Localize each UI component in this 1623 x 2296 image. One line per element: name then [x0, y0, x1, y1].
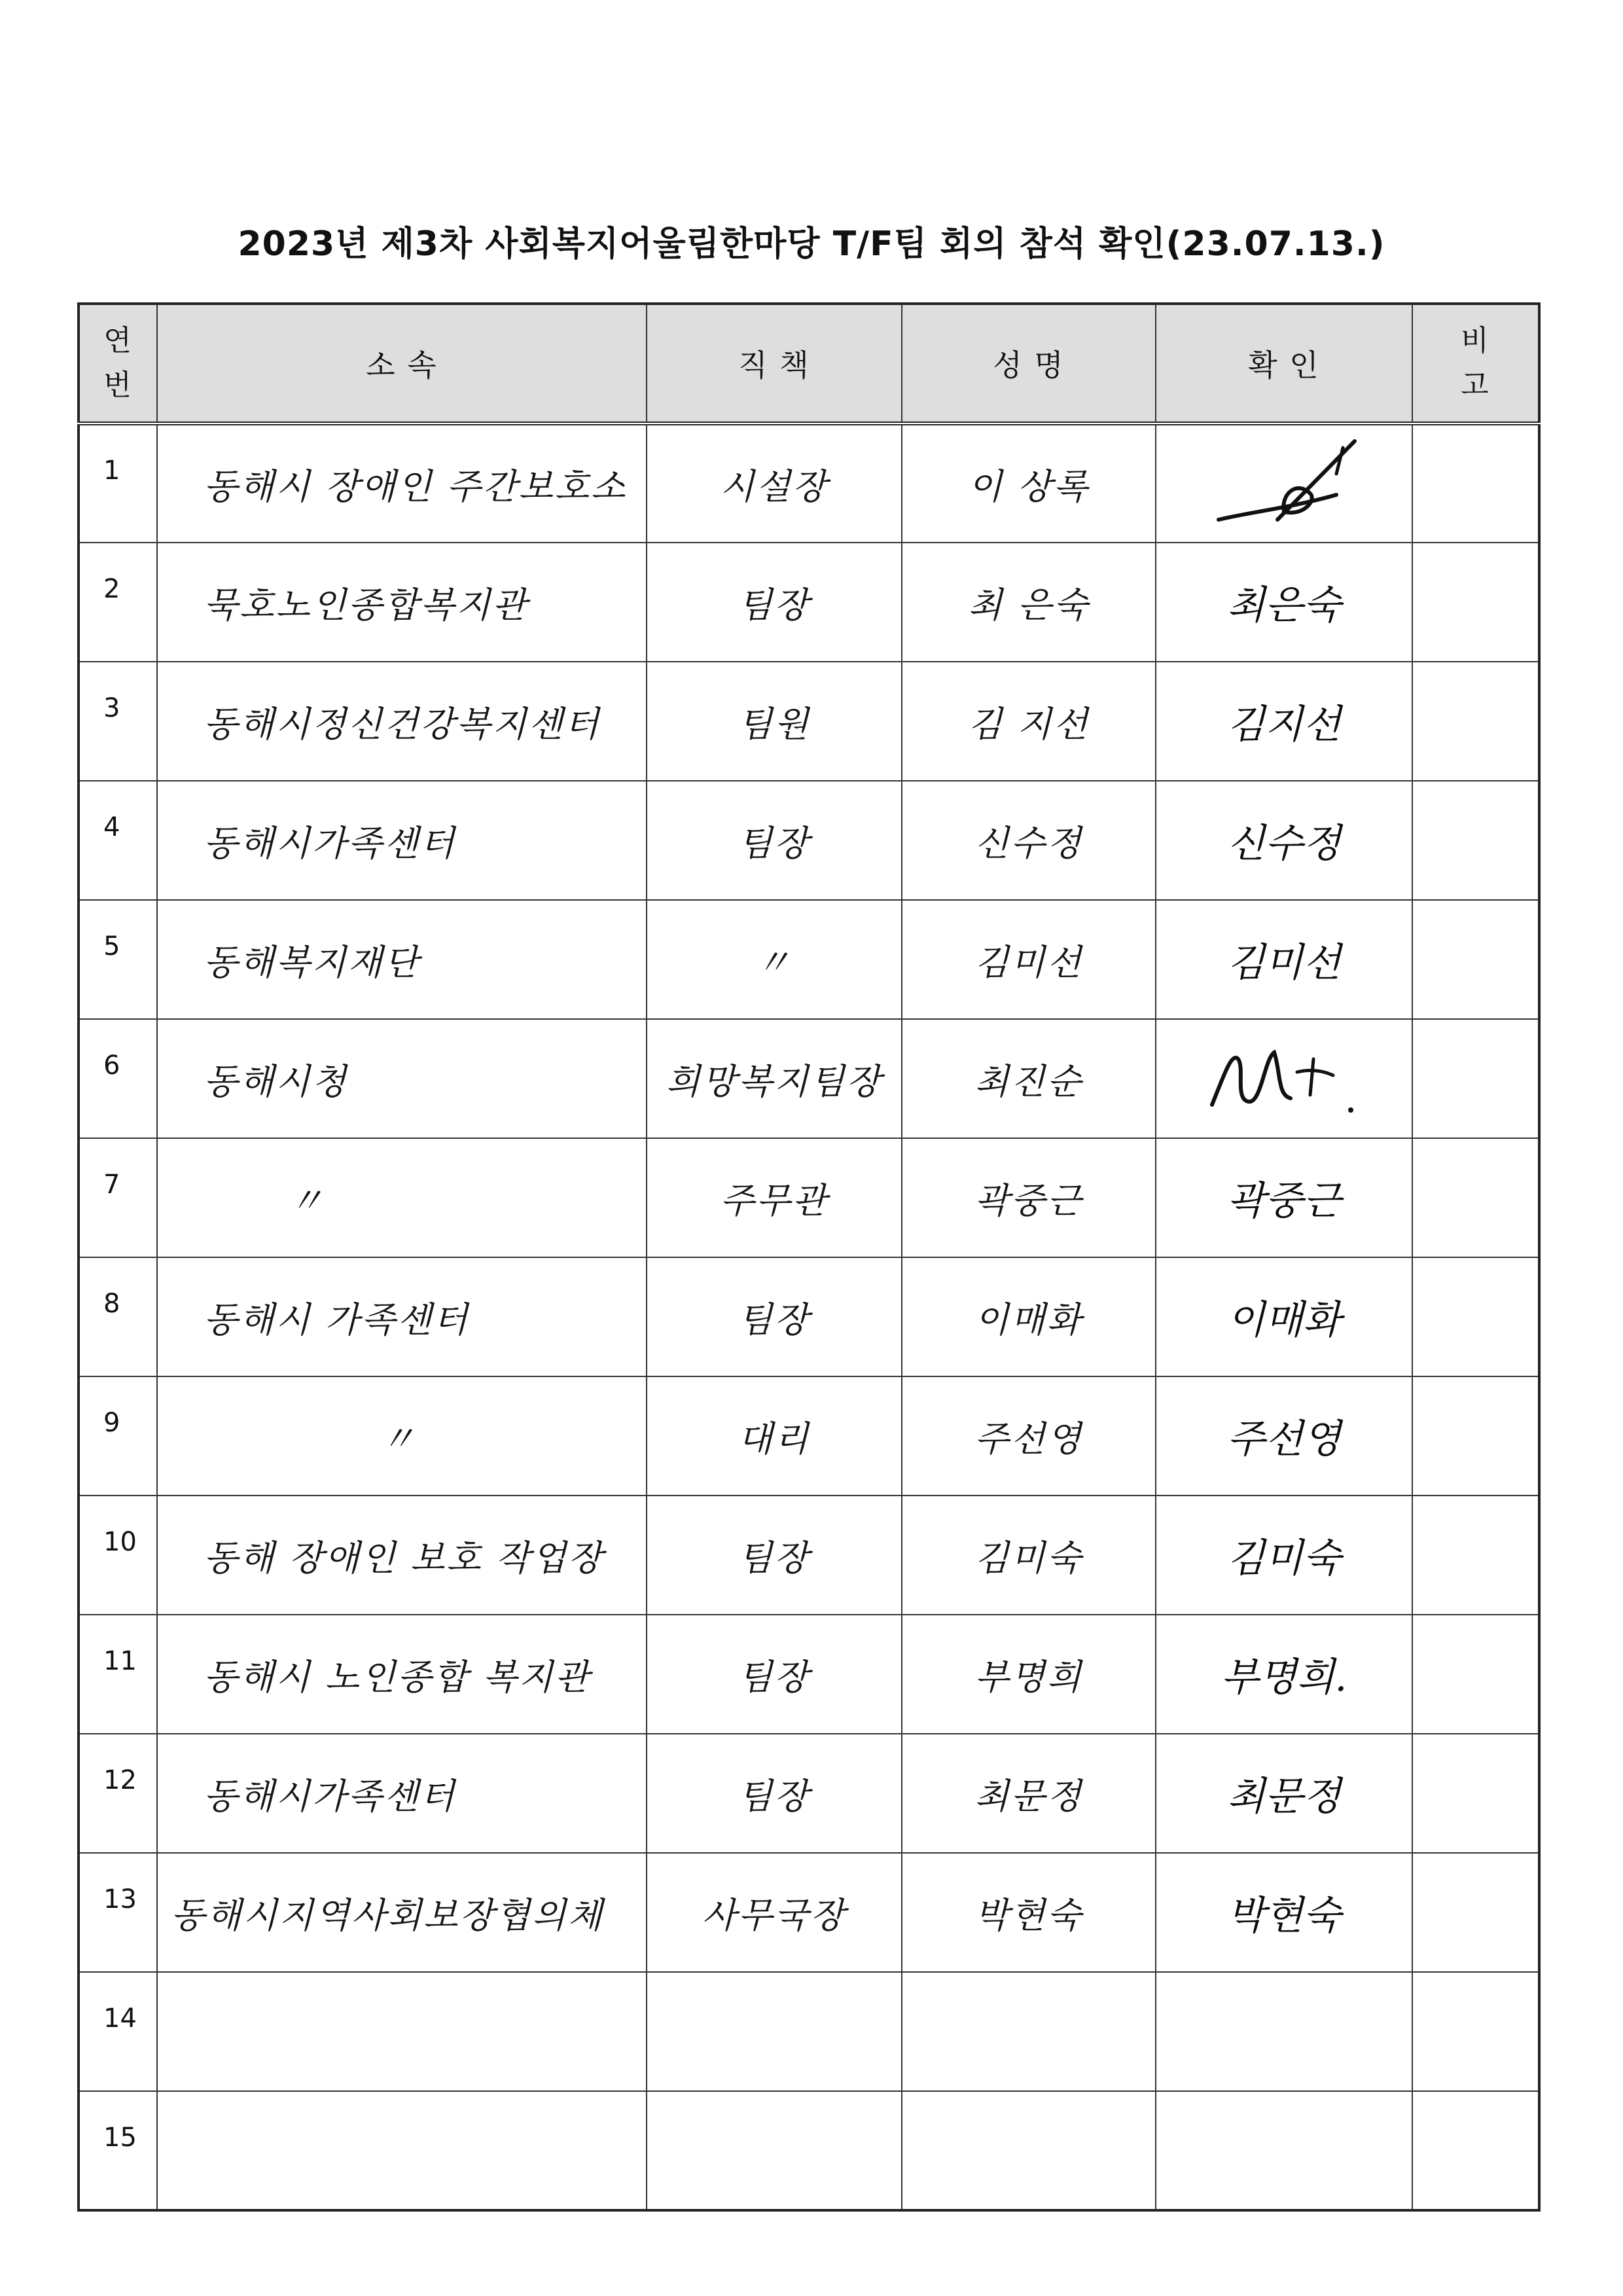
- row-number: 3: [79, 662, 157, 781]
- row-number: 14: [79, 1972, 157, 2091]
- affiliation-cell: 동해시 노인종합 복지관: [157, 1615, 647, 1734]
- position-cell: 팀장: [647, 1734, 902, 1853]
- row-number: 13: [79, 1853, 157, 1972]
- header-number-line2: 번: [103, 368, 133, 402]
- name-cell: 박현숙: [902, 1853, 1156, 1972]
- signature-cell: 박현숙: [1156, 1853, 1412, 1972]
- row-number: 15: [79, 2091, 157, 2210]
- signature-cell: 주선영: [1156, 1376, 1412, 1496]
- table-row: [79, 1734, 1539, 1853]
- name-cell: 이매화: [902, 1257, 1156, 1376]
- name-cell: 곽중근: [902, 1138, 1156, 1257]
- table-row: [79, 1376, 1539, 1496]
- affiliation-cell: 동해시청: [157, 1019, 647, 1138]
- signature-cell: 부명희.: [1156, 1615, 1412, 1734]
- header-number: [79, 304, 157, 423]
- affiliation-cell: 동해시가족센터: [157, 781, 647, 900]
- name-cell: 부명희: [902, 1615, 1156, 1734]
- row-number: 7: [79, 1138, 157, 1257]
- affiliation-cell: 동해시 장애인 주간보호소: [157, 423, 647, 543]
- table-row: [79, 2091, 1539, 2210]
- note-cell: [1412, 1496, 1539, 1615]
- table-row: [79, 662, 1539, 781]
- affiliation-cell: 묵호노인종합복지관: [157, 543, 647, 662]
- header-confirm: 확 인: [1156, 304, 1412, 423]
- name-cell: 최진순: [902, 1019, 1156, 1138]
- affiliation-cell: 〃: [157, 1138, 647, 1257]
- signature-cell: 신수정: [1156, 781, 1412, 900]
- note-cell: [1412, 781, 1539, 900]
- table-row: [79, 423, 1539, 543]
- name-cell: 김 지선: [902, 662, 1156, 781]
- row-number: 11: [79, 1615, 157, 1734]
- note-cell: [1412, 1257, 1539, 1376]
- signature-cell: [1156, 1019, 1412, 1138]
- header-note-line2: 고: [1461, 368, 1490, 402]
- position-cell: 팀장: [647, 1615, 902, 1734]
- row-number: 5: [79, 900, 157, 1019]
- attendance-table: [77, 302, 1541, 2212]
- row-number: 10: [79, 1496, 157, 1615]
- header-name: 성 명: [902, 304, 1156, 423]
- table-row: [79, 1138, 1539, 1257]
- affiliation-cell: 동해시 가족센터: [157, 1257, 647, 1376]
- position-cell: 희망복지팀장: [647, 1019, 902, 1138]
- signature-cell: [1156, 423, 1412, 543]
- note-cell: [1412, 1376, 1539, 1496]
- name-cell: 최 은숙: [902, 543, 1156, 662]
- note-cell: [1412, 1853, 1539, 1972]
- handwritten-signature: [1205, 435, 1363, 533]
- row-number: 6: [79, 1019, 157, 1138]
- table-row: [79, 1496, 1539, 1615]
- signature-cell: [1156, 1972, 1412, 2091]
- affiliation-cell: 동해 장애인 보호 작업장: [157, 1496, 647, 1615]
- affiliation-cell: 동해시지역사회보장협의체: [157, 1853, 647, 1972]
- row-number: 1: [79, 423, 157, 543]
- note-cell: [1412, 423, 1539, 543]
- note-cell: [1412, 1972, 1539, 2091]
- header-note-line1: 비: [1461, 324, 1490, 357]
- header-affiliation: 소 속: [157, 304, 647, 423]
- signature-cell: 김미숙: [1156, 1496, 1412, 1615]
- position-cell: 주무관: [647, 1138, 902, 1257]
- note-cell: [1412, 1615, 1539, 1734]
- table-row: [79, 1972, 1539, 2091]
- row-number: 2: [79, 543, 157, 662]
- name-cell: [902, 1972, 1156, 2091]
- name-cell: 신수정: [902, 781, 1156, 900]
- affiliation-cell: 동해복지재단: [157, 900, 647, 1019]
- header-row: [79, 304, 1539, 423]
- position-cell: 사무국장: [647, 1853, 902, 1972]
- position-cell: 대리: [647, 1376, 902, 1496]
- row-number: 9: [79, 1376, 157, 1496]
- table-row: [79, 1615, 1539, 1734]
- affiliation-cell: 동해시가족센터: [157, 1734, 647, 1853]
- note-cell: [1412, 662, 1539, 781]
- signature-cell: 김미선: [1156, 900, 1412, 1019]
- position-cell: 팀장: [647, 1257, 902, 1376]
- name-cell: [902, 2091, 1156, 2210]
- affiliation-cell: [157, 2091, 647, 2210]
- signature-cell: 김지선: [1156, 662, 1412, 781]
- affiliation-cell: 동해시정신건강복지센터: [157, 662, 647, 781]
- position-cell: [647, 1972, 902, 2091]
- name-cell: 주선영: [902, 1376, 1156, 1496]
- signature-cell: 이매화: [1156, 1257, 1412, 1376]
- position-cell: 팀원: [647, 662, 902, 781]
- table-row: [79, 1853, 1539, 1972]
- header-position: 직 책: [647, 304, 902, 423]
- table-row: [79, 543, 1539, 662]
- table-row: [79, 781, 1539, 900]
- row-number: 12: [79, 1734, 157, 1853]
- name-cell: 최문정: [902, 1734, 1156, 1853]
- note-cell: [1412, 900, 1539, 1019]
- name-cell: 이 상록: [902, 423, 1156, 543]
- table-row: [79, 900, 1539, 1019]
- header-note: [1412, 304, 1539, 423]
- header-number-line1: 연: [103, 324, 133, 357]
- position-cell: 팀장: [647, 543, 902, 662]
- handwritten-signature: [1199, 1033, 1369, 1124]
- signature-cell: 최문정: [1156, 1734, 1412, 1853]
- row-number: 4: [79, 781, 157, 900]
- position-cell: 시설장: [647, 423, 902, 543]
- note-cell: [1412, 1019, 1539, 1138]
- signature-cell: [1156, 2091, 1412, 2210]
- affiliation-cell: [157, 1972, 647, 2091]
- signature-cell: 최은숙: [1156, 543, 1412, 662]
- position-cell: 〃: [647, 900, 902, 1019]
- affiliation-cell: 〃: [157, 1376, 647, 1496]
- note-cell: [1412, 1734, 1539, 1853]
- signature-cell: 곽중근: [1156, 1138, 1412, 1257]
- note-cell: [1412, 543, 1539, 662]
- row-number: 8: [79, 1257, 157, 1376]
- page-title: 2023년 제3차 사회복지어울림한마당 T/F팀 회의 참석 확인(23.07.13.): [238, 224, 1385, 264]
- position-cell: [647, 2091, 902, 2210]
- table-row: [79, 1019, 1539, 1138]
- note-cell: [1412, 1138, 1539, 1257]
- table-row: [79, 1257, 1539, 1376]
- position-cell: 팀장: [647, 781, 902, 900]
- note-cell: [1412, 2091, 1539, 2210]
- name-cell: 김미선: [902, 900, 1156, 1019]
- name-cell: 김미숙: [902, 1496, 1156, 1615]
- position-cell: 팀장: [647, 1496, 902, 1615]
